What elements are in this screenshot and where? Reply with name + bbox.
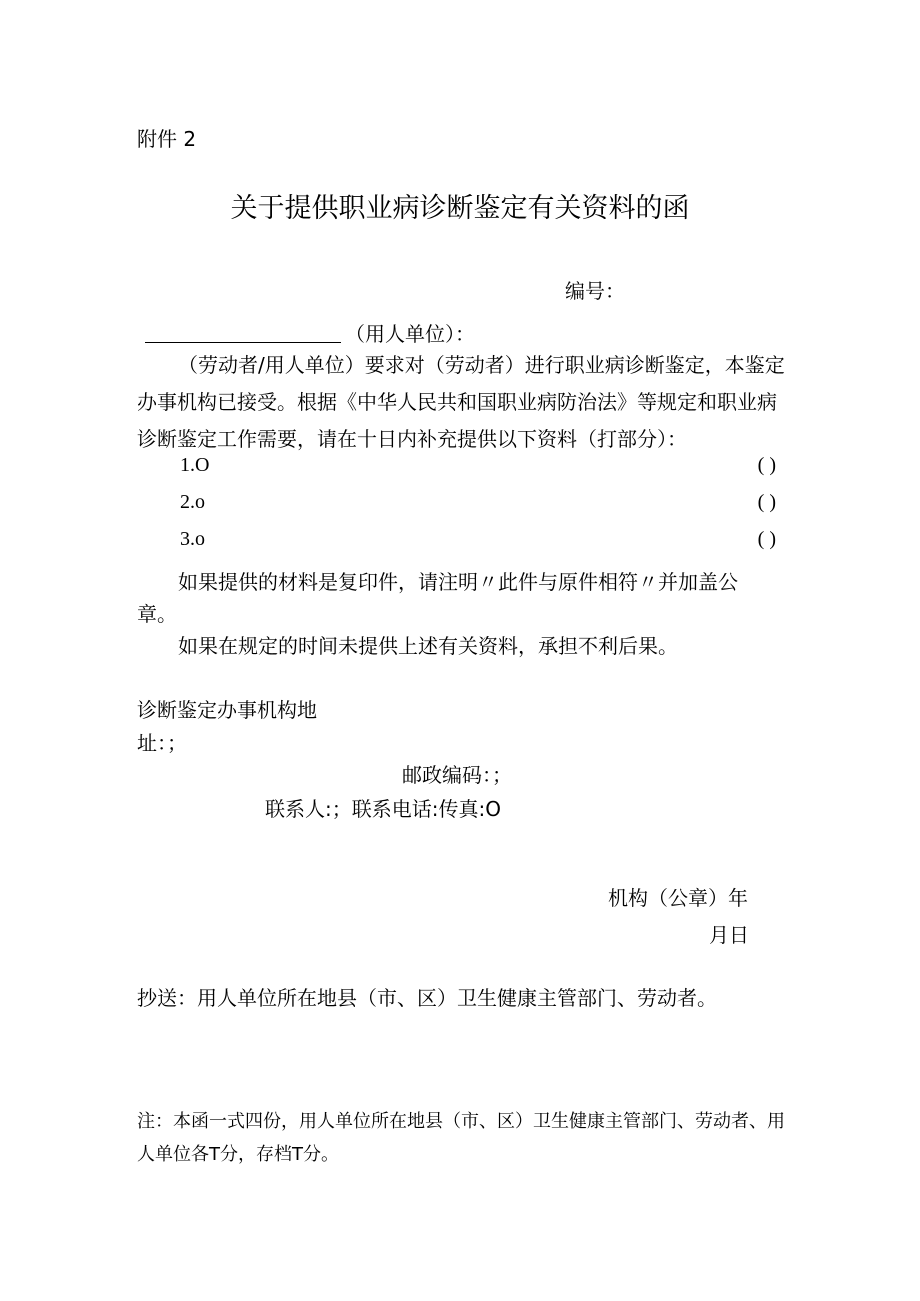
seal-line: 机构（公章）年 (608, 886, 748, 910)
footnote: 注：本函一式四份，用人单位所在地县（市、区）卫生健康主管部门、劳动者、用人单位各T分，存档T分。 (137, 1111, 785, 1165)
list-item (180, 521, 776, 558)
copy-note-line2: 章。 (137, 602, 177, 626)
address-line2: 址：； (137, 731, 187, 755)
item-checkbox: ( ) (757, 528, 776, 550)
item-checkbox: ( ) (757, 454, 776, 476)
item-checkbox: ( ) (757, 491, 776, 513)
item-label: 1.O (180, 454, 210, 476)
copy-note-line1: 如果提供的材料是复印件，请注明〃此件与原件相符〃并加盖公 (178, 570, 738, 594)
postal-code: 邮政编码：； (402, 763, 512, 787)
date-line: 月日 (709, 923, 749, 947)
item-label: 3.o (180, 528, 205, 550)
number-label: 编号： (565, 279, 625, 303)
contact-line: 联系人:；联系电话:传真:O (265, 797, 501, 821)
consequence-note: 如果在规定的时间未提供上述有关资料，承担不利后果。 (178, 634, 678, 658)
cc-line: 抄送：用人单位所在地县（市、区）卫生健康主管部门、劳动者。 (137, 986, 717, 1010)
document-title: 关于提供职业病诊断鉴定有关资料的函 (230, 193, 690, 224)
list-item (180, 447, 776, 484)
body-paragraph: （劳动者/用人单位）要求对（劳动者）进行职业病诊断鉴定，本鉴定办事机构已接受。根据《中华人民共和国职业病防治法》等规定和职业病诊断鉴定工作需要，请在十日内补充提供以下资料（打部分）： (137, 353, 785, 451)
address-line1: 诊断鉴定办事机构地 (137, 698, 317, 722)
attachment-label: 附件 2 (137, 127, 197, 151)
list-item (180, 484, 776, 521)
addressee-blank (145, 322, 341, 343)
item-label: 2.o (180, 491, 205, 513)
addressee-suffix: （用人单位）： (345, 322, 475, 346)
